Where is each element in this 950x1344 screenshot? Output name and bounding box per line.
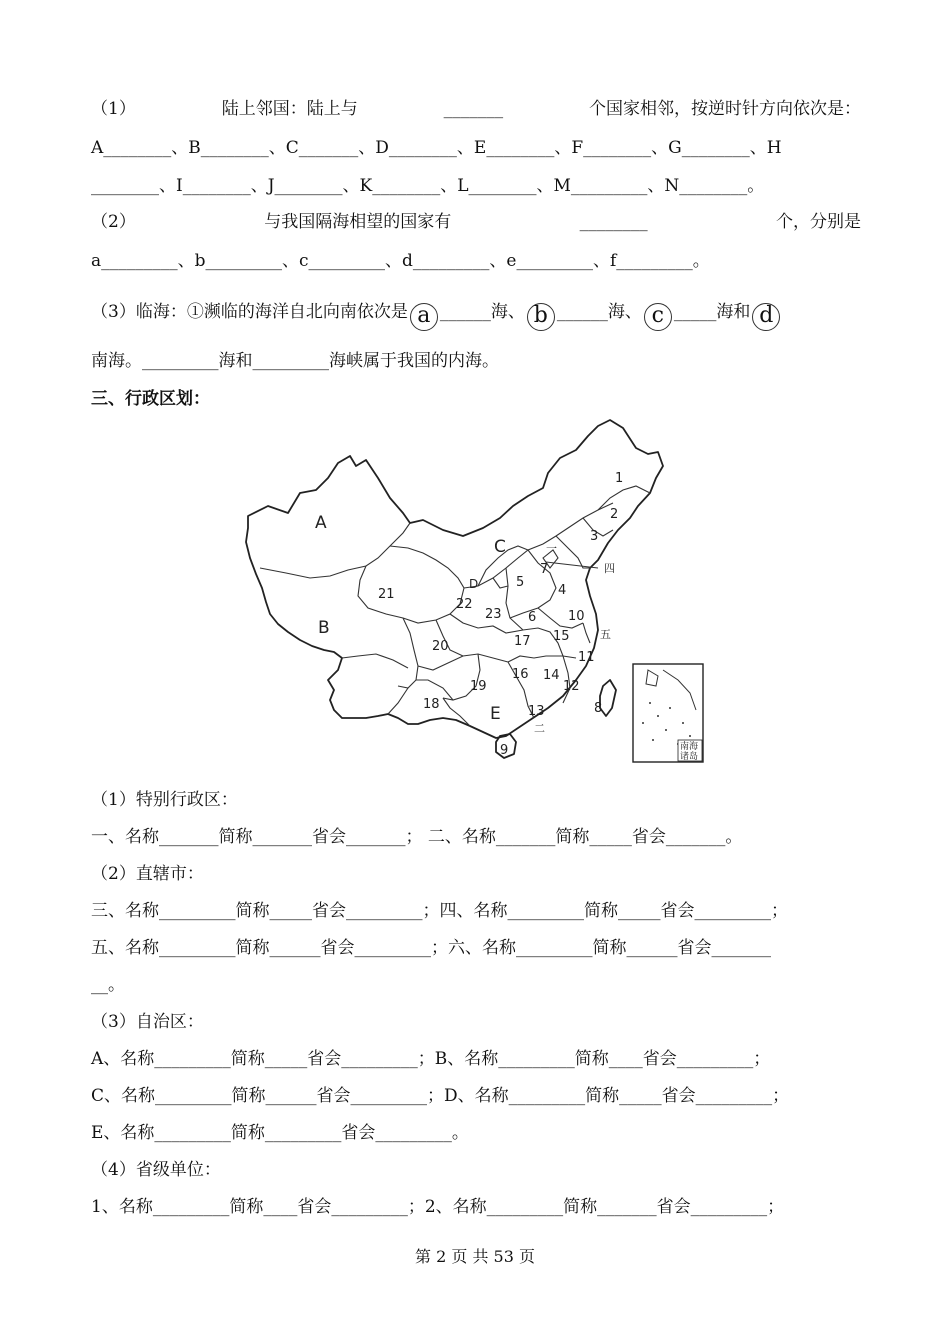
region-label-12: 12 xyxy=(563,679,580,694)
region-label-19: 19 xyxy=(470,679,487,694)
sea-a-blank[interactable]: ______海、 xyxy=(439,302,525,322)
region-label-4: 4 xyxy=(558,583,567,598)
q2-text: 与我国隔海相望的国家有 xyxy=(264,212,452,232)
neighbor-blanks-line-2[interactable]: ________、I________、J________、K________、L________、M_________、N________。 xyxy=(91,176,765,196)
circle-a-label: a xyxy=(410,303,438,331)
region-label-7: 7 xyxy=(540,562,549,577)
autonomous-line-1[interactable]: A、名称_________简称_____省会_________；B、名称_________简称____省会_________； xyxy=(91,1049,771,1069)
letter-label-b: B xyxy=(318,618,330,638)
provinces-line-1[interactable]: 1、名称_________简称____省会_________；2、名称_________简称_______省会_________； xyxy=(91,1197,785,1217)
circle-b-label: b xyxy=(527,303,555,331)
region-label-13: 13 xyxy=(528,704,545,719)
provinces-title: （4）省级单位： xyxy=(91,1160,221,1180)
q1-text: 陆上邻国：陆上与 xyxy=(221,99,358,119)
q1-blank[interactable]: _______ xyxy=(443,99,504,119)
q2-rest: 个，分别是 xyxy=(776,212,861,232)
letter-label-e: E xyxy=(490,704,501,724)
region-label-17: 17 xyxy=(514,634,531,649)
inset-label-line-1: 南海 xyxy=(680,742,699,752)
region-label-5: 5 xyxy=(516,575,525,590)
region-label-21: 21 xyxy=(378,587,395,602)
south-china-sea-inset xyxy=(633,664,703,762)
sea-b-blank[interactable]: ______海、 xyxy=(556,302,642,322)
autonomous-line-2[interactable]: C、名称_________简称______省会_________；D、名称_________简称_____省会_________； xyxy=(91,1086,790,1106)
footer-page-number: 2 xyxy=(436,1247,447,1266)
municipalities-line-3[interactable]: __。 xyxy=(91,975,125,995)
sar-title: （1）特别行政区： xyxy=(91,790,238,810)
label-two: 二 xyxy=(534,722,545,735)
sea-c-blank[interactable]: _____海和 xyxy=(673,302,751,322)
municipalities-line-2[interactable]: 五、名称_________简称______省会_________；六、名称_________简称______省会_______ xyxy=(91,938,771,958)
autonomous-title: （3）自治区： xyxy=(91,1012,204,1032)
neighbor-blanks-line-1[interactable]: A________、B________、C_______、D________、E________、F________、G________、H xyxy=(91,138,782,158)
q3-line xyxy=(91,300,861,331)
footer-prefix: 第 xyxy=(414,1247,431,1266)
region-label-8: 8 xyxy=(594,701,603,716)
region-label-9: 9 xyxy=(500,743,509,758)
region-label-6: 6 xyxy=(528,610,537,625)
circle-c-label: c xyxy=(644,303,672,331)
region-label-15: 15 xyxy=(553,629,570,644)
region-label-3: 3 xyxy=(590,529,599,544)
q1-line xyxy=(91,97,861,121)
q3-prefix: （3）临海：①濒临的海洋自北向南依次是 xyxy=(91,302,408,322)
page-footer xyxy=(0,1244,950,1267)
autonomous-line-3[interactable]: E、名称_________简称_________省会_________。 xyxy=(91,1123,469,1143)
q1-rest: 个国家相邻，按逆时针方向依次是： xyxy=(589,99,861,119)
municipalities-line-1[interactable]: 三、名称_________简称_____省会_________；四、名称_________简称_____省会_________； xyxy=(91,901,788,921)
region-label-23: 23 xyxy=(485,607,502,622)
region-label-1: 1 xyxy=(615,471,624,486)
label-four: 四 xyxy=(604,562,615,575)
region-label-2: 2 xyxy=(610,507,619,522)
region-label-16: 16 xyxy=(512,667,529,682)
region-label-20: 20 xyxy=(432,639,449,654)
q1-label: （1） xyxy=(91,99,136,119)
label-five: 五 xyxy=(600,628,611,641)
footer-total-pages: 53 xyxy=(493,1247,514,1266)
section-title: 三、行政区划： xyxy=(91,389,210,409)
footer-suffix: 页 xyxy=(519,1247,536,1266)
municipalities-title: （2）直辖市： xyxy=(91,864,204,884)
region-label-11: 11 xyxy=(578,650,595,665)
letter-label-c: C xyxy=(494,537,506,557)
circle-d-label: d xyxy=(752,303,780,331)
inset-label-line-2: 诸岛 xyxy=(680,752,699,762)
region-label-18: 18 xyxy=(423,697,440,712)
china-admin-map xyxy=(238,418,708,768)
label-one: 一 xyxy=(546,542,557,555)
q2-blank[interactable]: ________ xyxy=(579,212,648,232)
letter-label-d: D xyxy=(469,577,479,591)
inland-sea-line[interactable]: 南海。_________海和_________海峡属于我国的内海。 xyxy=(91,351,499,371)
region-label-10: 10 xyxy=(568,609,585,624)
sar-line[interactable]: 一、名称_______简称_______省会_______； 二、名称_______简称_____省会_______。 xyxy=(91,827,743,847)
sea-neighbor-blanks-line[interactable]: a_________、b_________、c_________、d_________、e_________、f_________。 xyxy=(91,251,710,271)
footer-mid: 页 共 xyxy=(451,1247,489,1266)
q2-label: （2） xyxy=(91,212,136,232)
region-label-14: 14 xyxy=(543,668,560,683)
letter-label-a: A xyxy=(315,513,327,533)
region-label-22: 22 xyxy=(456,597,473,612)
q2-line xyxy=(91,210,861,234)
